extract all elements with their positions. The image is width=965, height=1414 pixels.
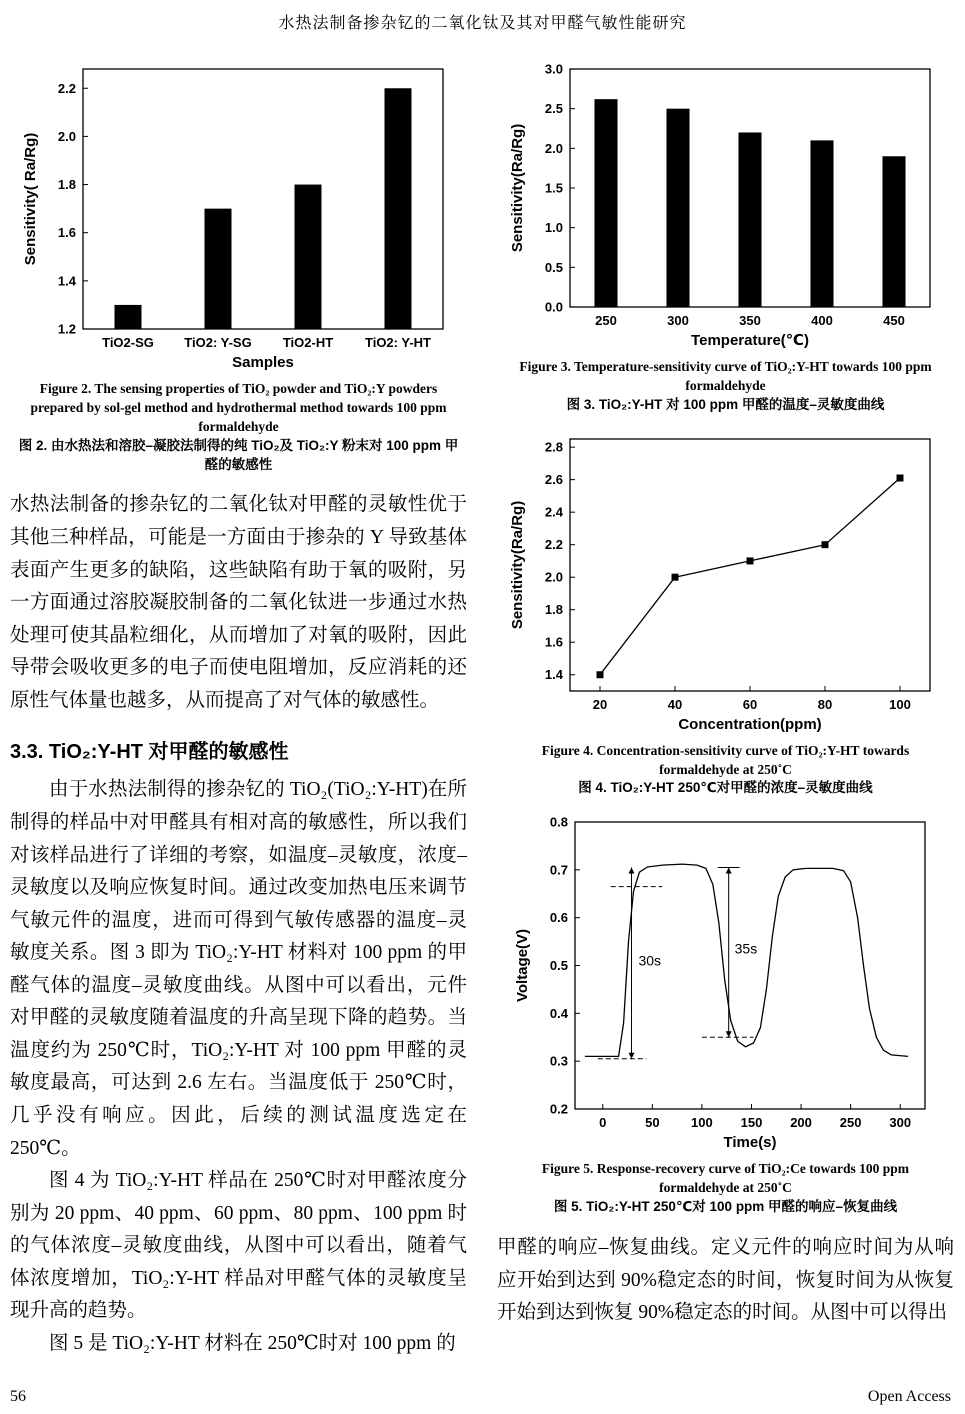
figure2-caption-en: Figure 2. The sensing properties of TiO₂ powder and TiO₂:Y powders prepared by sol-gel method and hydrothermal method towards 100 ppm formaldehyde	[30, 381, 447, 434]
svg-text:0.0: 0.0	[544, 299, 563, 315]
svg-text:0.5: 0.5	[544, 259, 563, 275]
svg-text:100: 100	[888, 696, 911, 712]
svg-text:2.2: 2.2	[57, 80, 76, 96]
paragraph-concentration: 图 4 为 TiO₂:Y-HT 样品在 250℃时对甲醛浓度分别为 20 ppm、40 ppm、60 ppm、80 ppm、100 ppm 时的气体浓度–灵敏度曲线，从图中可以看出，随着气体浓度增加，TiO₂:Y-HT 样品对甲醛气体的灵敏度呈现升高的趋势。	[10, 1170, 467, 1322]
svg-text:TiO2: Y-HT: TiO2: Y-HT	[364, 335, 431, 350]
svg-text:350: 350	[738, 313, 761, 328]
svg-text:0.5: 0.5	[549, 958, 568, 974]
paragraph-temperature: 由于水热法制得的掺杂钇的 TiO₂(TiO₂:Y-HT)在所制得的样品中对甲醛具有相对高的敏感性，所以我们对该样品进行了详细的考察，如温度–灵敏度，浓度–灵敏度以及响应恢复时间。通过改变加热电压来调节气敏元件的温度，进而可得到气敏传感器的温度–灵敏度关系。图 3 即为 TiO₂:Y-HT 材料对 100 ppm 的甲醛气体的温度–灵敏度曲线。从图中可以看出，元件对甲醛的灵敏度随着温度的升高呈现下降的趋势。当温度约为 250℃时，TiO₂:Y-HT 对 100 ppm 甲醛的灵敏度最高，可达到 2.6 左右。当温度低于 250℃时，几乎没有响应。因此，后续的测试温度选定在 250℃。	[10, 779, 467, 1159]
svg-text:1.6: 1.6	[544, 634, 563, 650]
figure5-caption-en: Figure 5. Response-recovery curve of TiO₂:Ce towards 100 ppm formaldehyde at 250˚C	[541, 1161, 910, 1196]
svg-text:20: 20	[592, 696, 607, 712]
svg-text:1.8: 1.8	[544, 601, 563, 617]
figure5-response-recovery-chart	[511, 810, 941, 1155]
svg-text:Temperature(℃): Temperature(℃)	[690, 332, 809, 349]
svg-text:1.0: 1.0	[544, 220, 563, 236]
paragraph-discussion: 水热法制备的掺杂钇的二氧化钛对甲醛的灵敏性优于其他三种样品，可能是一方面由于掺杂的 Y 导致基体表面产生更多的缺陷，这些缺陷有助于氧的吸附，另一方面通过溶胶凝胶制备的二氧化钛进一步通过水热处理可使其晶粒细化，从而增加了对氧的吸附，因此导带会吸收更多的电子而使电阻增加，反应消耗的还原性气体量也越多，从而提高了对气体的敏感性。	[10, 494, 467, 711]
figure4-caption	[497, 742, 954, 799]
figure5-caption	[497, 1160, 954, 1217]
svg-text:100: 100	[690, 1115, 713, 1131]
svg-text:2.0: 2.0	[544, 569, 563, 585]
svg-text:60: 60	[742, 696, 757, 712]
figure3-caption	[497, 358, 954, 415]
svg-text:2.2: 2.2	[544, 536, 563, 552]
page-title: 水热法制备掺杂钇的二氧化钛及其对甲醛气敏性能研究	[278, 15, 687, 32]
page-number: 56	[10, 1388, 26, 1405]
svg-text:2.4: 2.4	[544, 504, 563, 520]
figure4-caption-en: Figure 4. Concentration-sensitivity curve of TiO₂:Y-HT towards formaldehyde at 250˚C	[541, 742, 910, 777]
svg-text:0.8: 0.8	[549, 814, 568, 830]
figure3-caption-zh: 图 3. TiO₂:Y-HT 对 100 ppm 甲醛的温度–灵敏度曲线	[566, 396, 885, 412]
figure-5	[497, 810, 954, 1217]
svg-text:40: 40	[667, 696, 682, 712]
figure3-caption-en: Figure 3. Temperature-sensitivity curve of TiO₂:Y-HT towards 100 ppm formaldehyde	[519, 359, 932, 393]
svg-text:300: 300	[666, 313, 689, 328]
svg-text:2.0: 2.0	[57, 128, 76, 144]
svg-text:300: 300	[888, 1115, 911, 1131]
right-column	[497, 45, 954, 1361]
svg-text:250: 250	[594, 313, 617, 328]
svg-text:2.6: 2.6	[544, 471, 563, 487]
svg-text:Sensitivity(Ra/Rg): Sensitivity(Ra/Rg)	[508, 123, 526, 253]
figure5-caption-zh: 图 5. TiO₂:Y-HT 250℃对 100 ppm 甲醛的响应–恢复曲线	[553, 1199, 898, 1215]
svg-text:400: 400	[810, 313, 833, 328]
svg-text:Voltage(V): Voltage(V)	[513, 929, 531, 1003]
svg-text:1.4: 1.4	[57, 273, 76, 289]
svg-text:1.8: 1.8	[57, 177, 76, 193]
svg-text:1.4: 1.4	[544, 666, 563, 682]
svg-text:0.2: 0.2	[549, 1101, 568, 1117]
svg-text:0.6: 0.6	[549, 910, 568, 926]
two-column-layout	[0, 45, 965, 1361]
figure-3	[497, 57, 954, 415]
svg-text:0.7: 0.7	[549, 862, 568, 878]
svg-text:TiO2: Y-SG: TiO2: Y-SG	[183, 335, 252, 350]
svg-text:2.8: 2.8	[544, 439, 563, 455]
svg-text:150: 150	[740, 1115, 762, 1131]
paragraph-response-intro: 图 5 是 TiO₂:Y-HT 材料在 250℃时对 100 ppm 的	[49, 1332, 456, 1354]
svg-text:TiO2-SG: TiO2-SG	[101, 335, 154, 350]
page-footer	[10, 1388, 951, 1406]
svg-text:80: 80	[817, 696, 832, 712]
svg-text:1.5: 1.5	[544, 180, 563, 196]
svg-text:Samples: Samples	[231, 354, 294, 371]
svg-text:35s: 35s	[734, 940, 757, 957]
svg-text:250: 250	[839, 1115, 861, 1131]
svg-text:TiO2-HT: TiO2-HT	[282, 335, 333, 350]
figure2-caption-zh: 图 2. 由水热法和溶胶–凝胶法制得的纯 TiO₂及 TiO₂:Y 粉末对 100 ppm 甲醛的敏感性	[18, 437, 459, 472]
svg-text:0: 0	[598, 1115, 606, 1131]
paragraph-response-recovery: 甲醛的响应–恢复曲线。定义元件的响应时间为从响应开始到达到 90%稳定态的时间，恢复时间为从恢复开始到达到恢复 90%稳定态的时间。从图中可以得出	[497, 1237, 954, 1324]
svg-text:200: 200	[789, 1115, 812, 1131]
figure4-caption-zh: 图 4. TiO₂:Y-HT 250℃对甲醛的浓度–灵敏度曲线	[578, 780, 873, 796]
svg-text:50: 50	[644, 1115, 660, 1131]
svg-text:2.5: 2.5	[544, 101, 563, 117]
figure2-bar-chart	[19, 57, 459, 375]
figure-2	[10, 57, 467, 474]
svg-text:3.0: 3.0	[544, 61, 563, 77]
svg-text:Concentration(ppm): Concentration(ppm)	[677, 715, 822, 733]
svg-text:30s: 30s	[637, 952, 661, 969]
figure4-line-chart	[506, 427, 946, 737]
svg-text:0.3: 0.3	[549, 1054, 568, 1070]
svg-text:Sensitivity( Ra/Rg): Sensitivity( Ra/Rg)	[21, 132, 39, 266]
svg-text:1.2: 1.2	[57, 321, 76, 337]
figure3-bar-chart	[506, 57, 946, 353]
left-column	[10, 45, 467, 1361]
figure-4	[497, 427, 954, 799]
svg-text:0.4: 0.4	[549, 1006, 568, 1022]
svg-text:Time(s): Time(s)	[722, 1134, 777, 1152]
svg-text:450: 450	[882, 313, 905, 328]
open-access-label: Open Access	[867, 1388, 951, 1405]
svg-text:Sensitivity(Ra/Rg): Sensitivity(Ra/Rg)	[508, 500, 526, 629]
section-heading-3-3: 3.3. TiO₂:Y-HT 对甲醛的敏感性	[10, 741, 289, 764]
svg-text:1.6: 1.6	[57, 225, 76, 241]
svg-text:2.0: 2.0	[544, 140, 563, 156]
figure2-caption	[10, 380, 467, 474]
